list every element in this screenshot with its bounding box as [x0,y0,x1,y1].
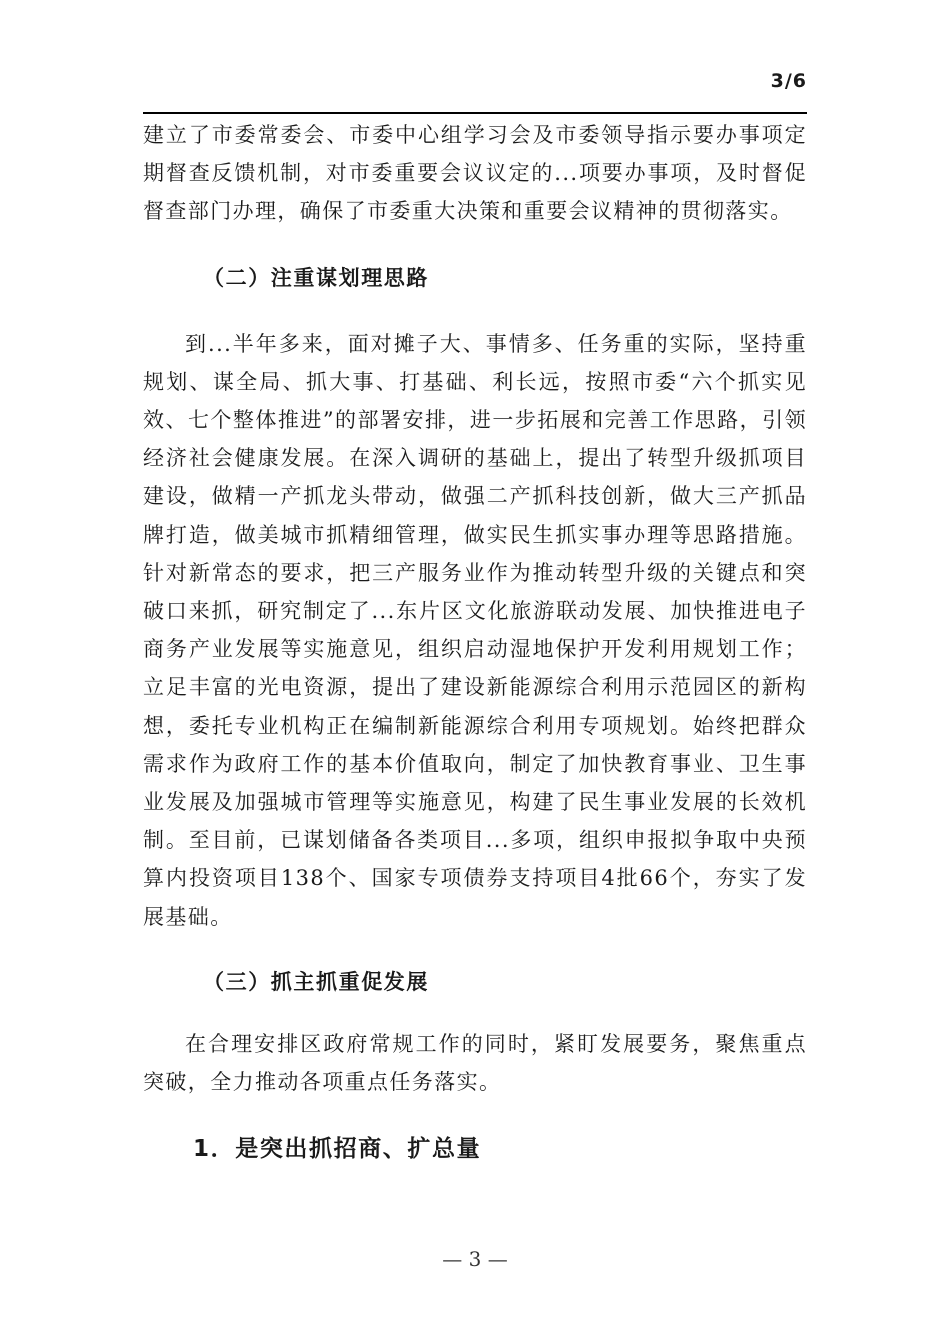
item-heading-1: 1．是突出抓招商、扩总量 [193,1136,482,1163]
page-indicator: 3/6 [770,70,807,92]
document-body [143,116,807,1170]
paragraph-planning: 到...半年多来，面对摊子大、事情多、任务重的实际，坚持重规划、谋全局、抓大事、打基础、利长远，按照市委“六个抓实见效、七个整体推进”的部署安排，进一步拓展和完善工作思路，引领经济社会健康发展。在深入调研的基础上，提出了转型升级抓项目建设，做精一产抓龙头带动，做强二产抓科技创新，做大三产抓品牌打造，做美城市抓精细管理，做实民生抓实事办理等思路措施。针对新常态的要求，把三产服务业作为推动转型升级的关键点和突破口来抓，研究制定了...东片区文化旅游联动发展、加快推进电子商务产业发展等实施意见，组织启动湿地保护开发利用规划工作；立足丰富的光电资源，提出了建设新能源综合利用示范园区的新构想，委托专业机构正在编制新能源综合利用专项规划。始终把群众需求作为政府工作的基本价值取向，制定了加快教育事业、卫生事业发展及加强城市管理等实施意见，构建了民生事业发展的长效机制。至目前，已谋划储备各类项目...多项，组织申报拟争取中央预算内投资项目138个、国家专项债券支持项目4批66个，夯实了发展基础。 [143,331,807,929]
section-heading-3: （三）抓主抓重促发展 [203,969,429,994]
paragraph-development: 在合理安排区政府常规工作的同时，紧盯发展要务，聚焦重点突破，全力推动各项重点任务落实。 [143,1031,807,1095]
paragraph-continuation: 建立了市委常委会、市委中心组学习会及市委领导指示要办事项定期督查反馈机制，对市委重要会议议定的...项要办事项，及时督促督查部门办理，确保了市委重大决策和重要会议精神的贯彻落实。 [143,123,807,224]
footer-page-number: — 3 — [442,1247,508,1271]
section-heading-2: （二）注重谋划理思路 [203,265,429,290]
header-rule [143,112,807,114]
